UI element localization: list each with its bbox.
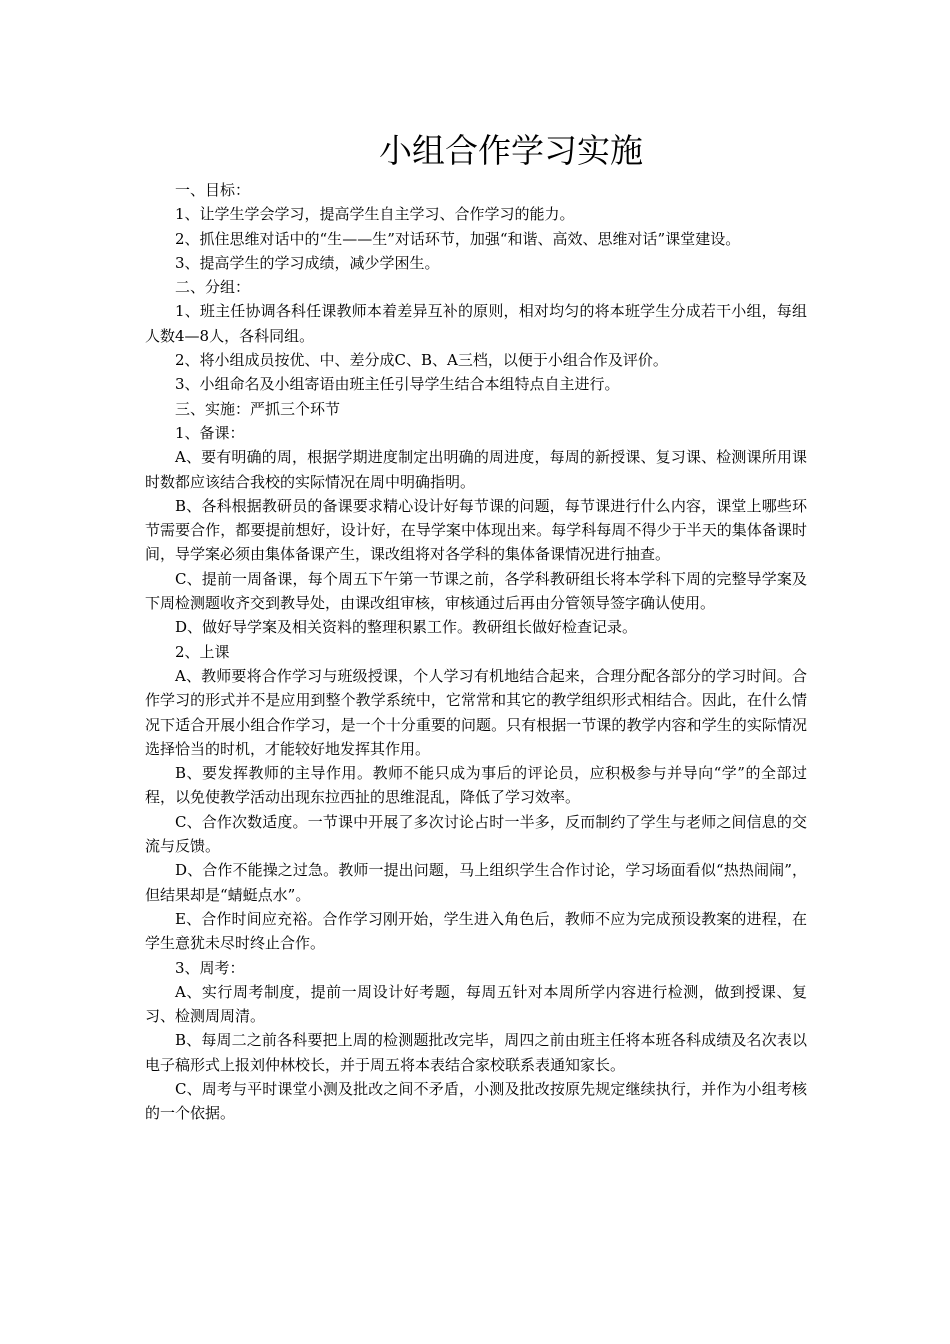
lesson-prep-item-d: D、做好导学案及相关资料的整理积累工作。教研组长做好检查记录。: [175, 618, 638, 637]
class-item-c: C、合作次数适度。一节课中开展了多次讨论占时一半多，反而制约了学生与老师之间信息的交流与反馈。: [145, 812, 807, 856]
lesson-prep-item-b: B、各科根据教研员的备课要求精心设计好每节课的问题，每节课进行什么内容，课堂上哪些环节需要合作，都要提前想好，设计好，在导学案中体现出来。每学科每周不得少于半天的集体备课时间，导学案必须由集体备课产生，课改组将对各学科的集体备课情况进行抽查。: [145, 496, 807, 564]
subheading-class: 2、上课: [175, 642, 230, 661]
class-item-e: E、合作时间应充裕。合作学习刚开始，学生进入角色后，教师不应为完成预设教案的进程，在学生意犹未尽时终止合作。: [145, 909, 807, 953]
goal-item-1: 1、让学生学会学习，提高学生自主学习、合作学习的能力。: [175, 205, 575, 224]
heading-implementation: 三、实施：严抓三个环节: [175, 399, 341, 418]
document-title: 小组合作学习实施: [379, 131, 643, 170]
heading-goals: 一、目标：: [175, 181, 251, 199]
subheading-weekly-test: 3、周考：: [175, 958, 245, 977]
lesson-prep-item-a: A、要有明确的周，根据学期进度制定出明确的周进度，每周的新授课、复习课、检测课所用课时数都应该结合我校的实际情况在周中明确指明。: [145, 448, 807, 491]
class-item-d: D、合作不能操之过急。教师一提出问题，马上组织学生合作讨论，学习场面看似“热热闹闹”，但结果却是“蜻蜓点水”。: [145, 861, 807, 904]
weekly-test-item-c: C、周考与平时课堂小测及批改之间不矛盾，小测及批改按原先规定继续执行，并作为小组考核的一个依据。: [145, 1079, 807, 1123]
document-page: [145, 126, 807, 1126]
grouping-item-2: 2、将小组成员按优、中、差分成C、B、A三档，以便于小组合作及评价。: [175, 351, 668, 370]
class-item-a: A、教师要将合作学习与班级授课，个人学习有机地结合起来，合理分配各部分的学习时间。合作学习的形式并不是应用到整个教学系统中，它常常和其它的教学组织形式相结合。因此，在什么情况下适合开展小组合作学习，是一个十分重要的问题。只有根据一节课的教学内容和学生的实际情况选择恰当的时机，才能较好地发挥其作用。: [145, 666, 807, 758]
subheading-lesson-prep: 1、备课：: [175, 423, 245, 442]
grouping-item-1: 1、班主任协调各科任课教师本着差异互补的原则，相对均匀的将本班学生分成若干小组，每组人数4—8人，各科同组。: [145, 302, 807, 345]
goal-item-3: 3、提高学生的学习成绩，减少学困生。: [175, 253, 440, 272]
weekly-test-item-b: B、每周二之前各科要把上周的检测题批改完毕，周四之前由班主任将本班各科成绩及名次表以电子稿形式上报刘仲林校长，并于周五将本表结合家校联系表通知家长。: [145, 1031, 807, 1074]
lesson-prep-item-c: C、提前一周备课，每个周五下午第一节课之前，各学科教研组长将本学科下周的完整导学案及下周检测题收齐交到教导处，由课改组审核，审核通过后再由分管领导签字确认使用。: [145, 569, 807, 613]
class-item-b: B、要发挥教师的主导作用。教师不能只成为事后的评论员，应积极参与并导向“学”的全部过程，以免使教学活动出现东拉西扯的思维混乱，降低了学习效率。: [145, 764, 807, 807]
weekly-test-item-a: A、实行周考制度，提前一周设计好考题，每周五针对本周所学内容进行检测，做到授课、复习、检测周周清。: [145, 982, 807, 1026]
grouping-item-3: 3、小组命名及小组寄语由班主任引导学生结合本组特点自主进行。: [175, 375, 620, 394]
goal-item-2: 2、抓住思维对话中的“生——生”对话环节，加强“和谐、高效、思维对话”课堂建设。: [175, 229, 741, 248]
heading-grouping: 二、分组：: [175, 278, 251, 297]
